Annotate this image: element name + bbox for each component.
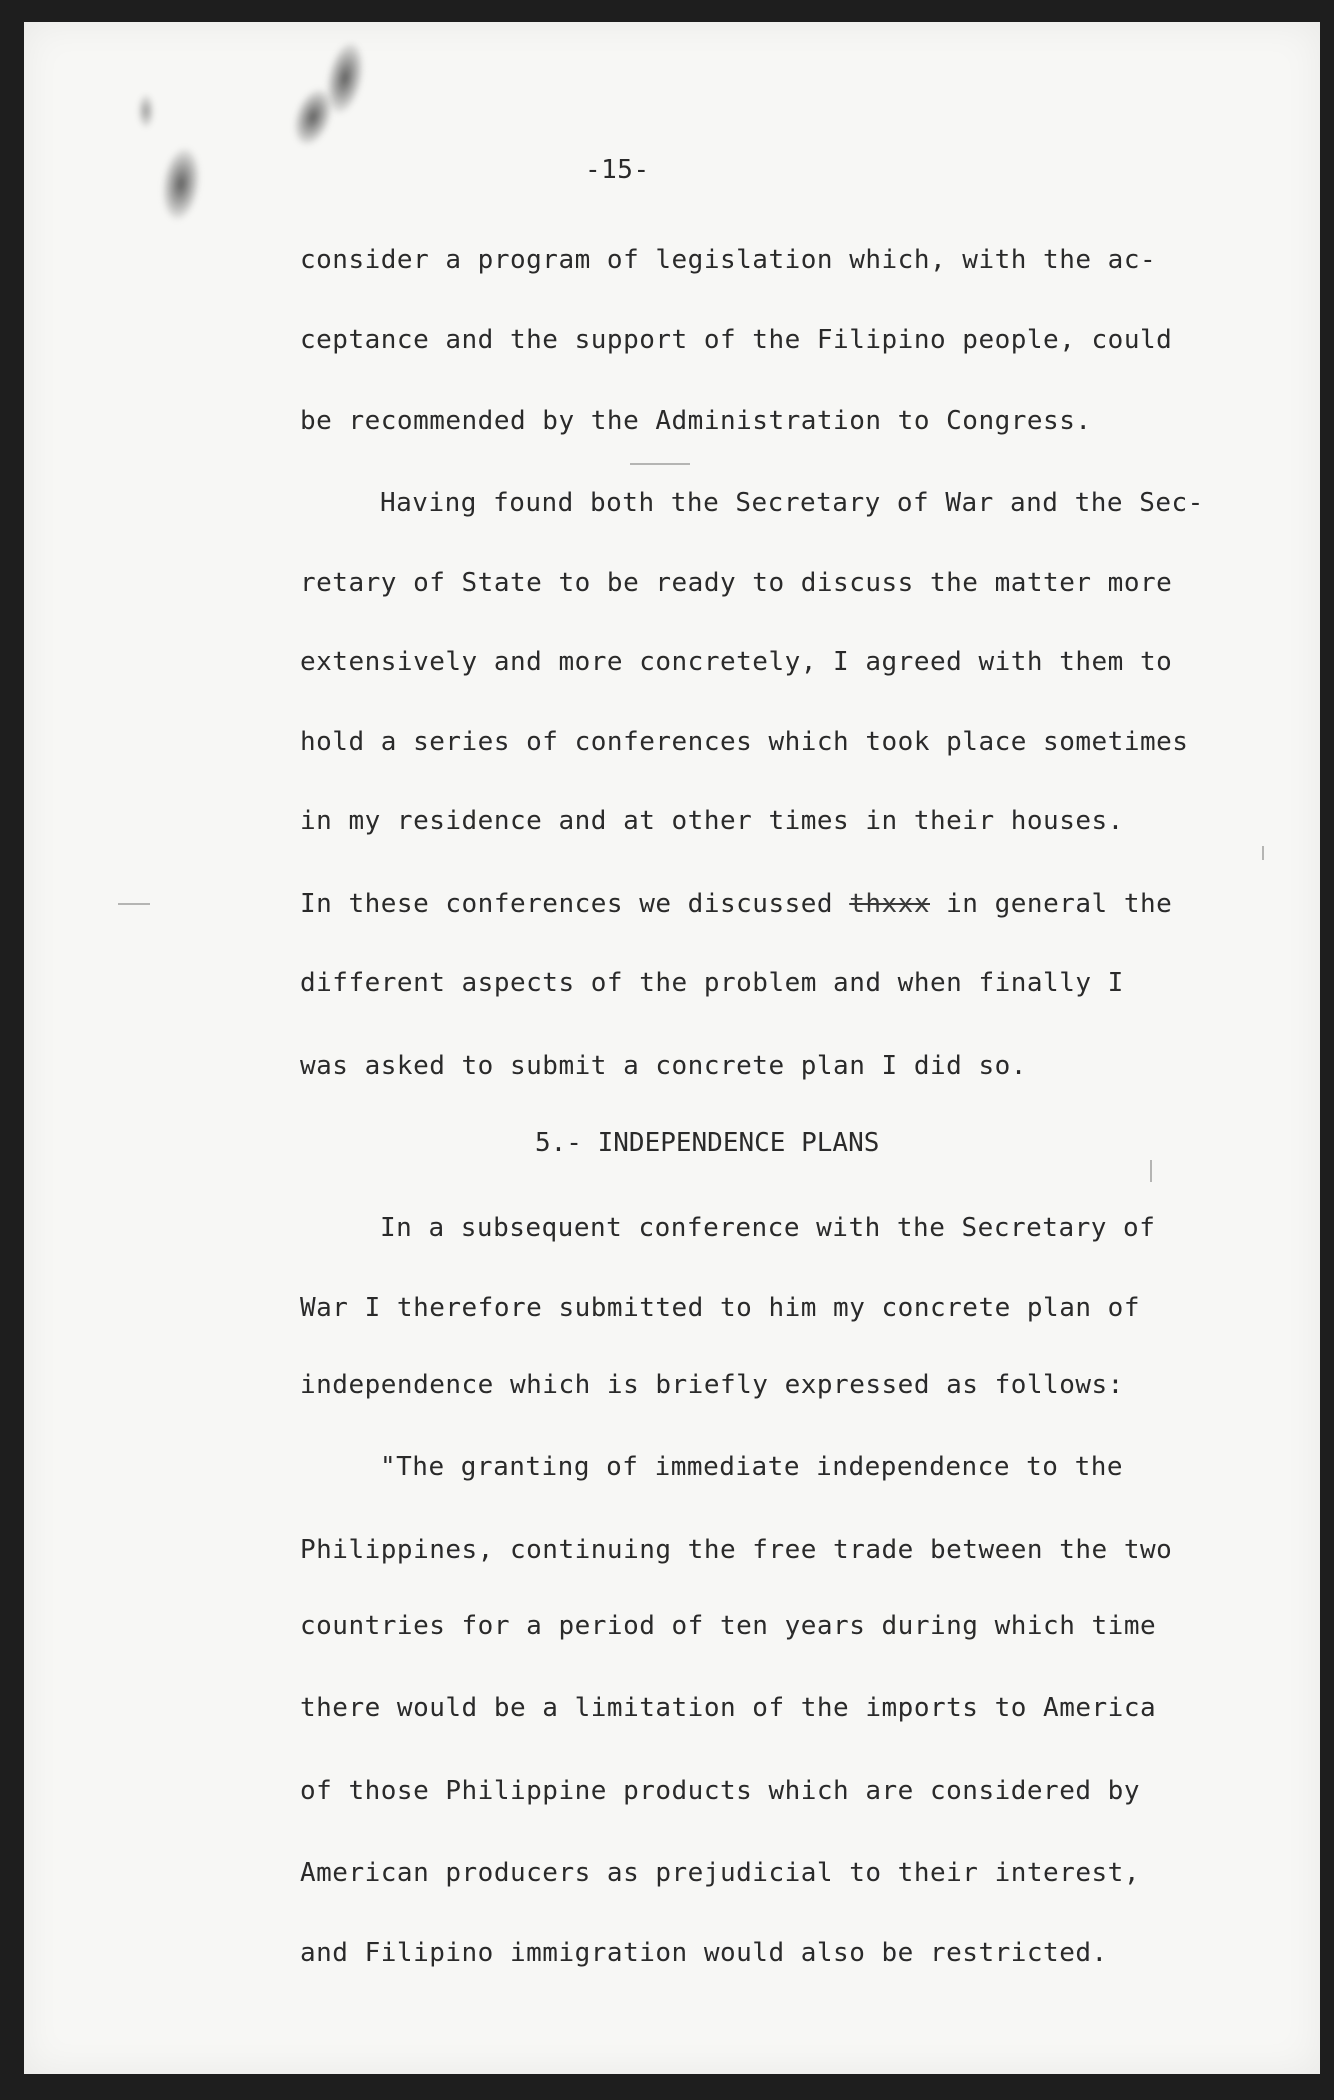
text-line: consider a program of legislation which, with the ac- [300, 245, 1157, 275]
text-line: in my residence and at other times in their houses. [300, 806, 1124, 836]
text-line: and Filipino immigration would also be restricted. [300, 1938, 1108, 1968]
text-line: In a subsequent conference with the Secretary of [380, 1213, 1156, 1243]
text-line: American producers as prejudicial to their interest, [300, 1858, 1140, 1888]
text-line: independence which is briefly expressed as follows: [300, 1370, 1124, 1400]
struck-text: thxxx [849, 889, 930, 919]
text-line: ceptance and the support of the Filipino people, could [300, 325, 1173, 355]
text-line: be recommended by the Administration to Congress. [300, 406, 1092, 436]
text-segment: in general the [930, 889, 1173, 919]
text-line: different aspects of the problem and when finally I [300, 968, 1124, 998]
text-segment: In these conferences we discussed [300, 889, 850, 919]
section-heading: 5.- INDEPENDENCE PLANS [535, 1128, 880, 1158]
text-line: retary of State to be ready to discuss the matter more [300, 568, 1173, 598]
text-line: of those Philippine products which are considered by [300, 1776, 1140, 1806]
text-line: there would be a limitation of the imports to America [300, 1693, 1157, 1723]
text-line: countries for a period of ten years during which time [300, 1611, 1157, 1641]
text-line [300, 889, 1172, 919]
page-number: -15- [585, 155, 650, 185]
text-line: was asked to submit a concrete plan I did so. [300, 1051, 1027, 1081]
text-line: extensively and more concretely, I agreed with them to [300, 647, 1173, 677]
text-line: Philippines, continuing the free trade between the two [300, 1535, 1173, 1565]
text-line: War I therefore submitted to him my concrete plan of [300, 1293, 1140, 1323]
text-line: hold a series of conferences which took place sometimes [300, 727, 1189, 757]
text-line: "The granting of immediate independence to the [380, 1452, 1124, 1482]
text-line: Having found both the Secretary of War and the Sec- [380, 488, 1204, 518]
